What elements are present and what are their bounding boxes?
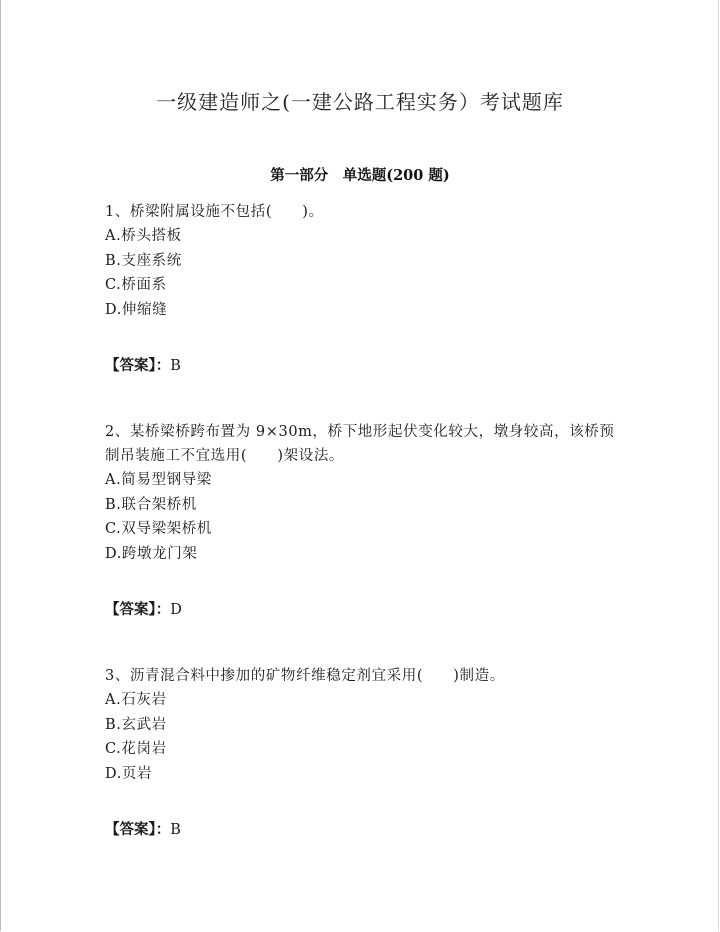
answer-label: 【答案】： xyxy=(105,357,171,374)
answer-label: 【答案】： xyxy=(105,821,171,838)
section-title: 第一部分 单选题(200 题) xyxy=(270,167,450,184)
option-a: A.石灰岩 xyxy=(105,692,167,708)
answer-value: B xyxy=(170,822,181,838)
answer-line xyxy=(105,818,625,842)
option-c: C.花岗岩 xyxy=(105,741,167,757)
option-c: C.双导梁架桥机 xyxy=(105,521,212,537)
question-3 xyxy=(105,664,625,842)
question-stem: 2、某桥梁桥跨布置为 9×30m，桥下地形起伏变化较大，墩身较高，该桥预制吊装施工不宜选用( )架设法。 xyxy=(105,424,615,464)
option-d: D.页岩 xyxy=(105,765,153,782)
document-title: 一级建造师之(一建公路工程实务）考试题库 xyxy=(156,90,564,114)
answer-value: B xyxy=(170,358,181,374)
answer-line xyxy=(105,598,625,622)
option-b: B.联合架桥机 xyxy=(105,496,197,513)
option-d: D.伸缩缝 xyxy=(105,301,168,318)
option-b: B.支座系统 xyxy=(105,252,182,269)
question-1 xyxy=(105,200,625,378)
answer-value: D xyxy=(170,602,182,618)
option-a: A.简易型钢导梁 xyxy=(105,472,212,488)
option-a: A.桥头搭板 xyxy=(105,228,182,244)
question-stem: 1、桥梁附属设施不包括( )。 xyxy=(105,204,324,220)
option-b: B.玄武岩 xyxy=(105,716,167,733)
question-2 xyxy=(105,420,625,622)
option-d: D.跨墩龙门架 xyxy=(105,545,198,562)
answer-label: 【答案】： xyxy=(105,601,171,618)
question-list xyxy=(105,200,625,884)
answer-line xyxy=(105,354,625,378)
option-c: C.桥面系 xyxy=(105,277,167,293)
question-stem: 3、沥青混合料中掺加的矿物纤维稳定剂宜采用( )制造。 xyxy=(105,668,505,684)
